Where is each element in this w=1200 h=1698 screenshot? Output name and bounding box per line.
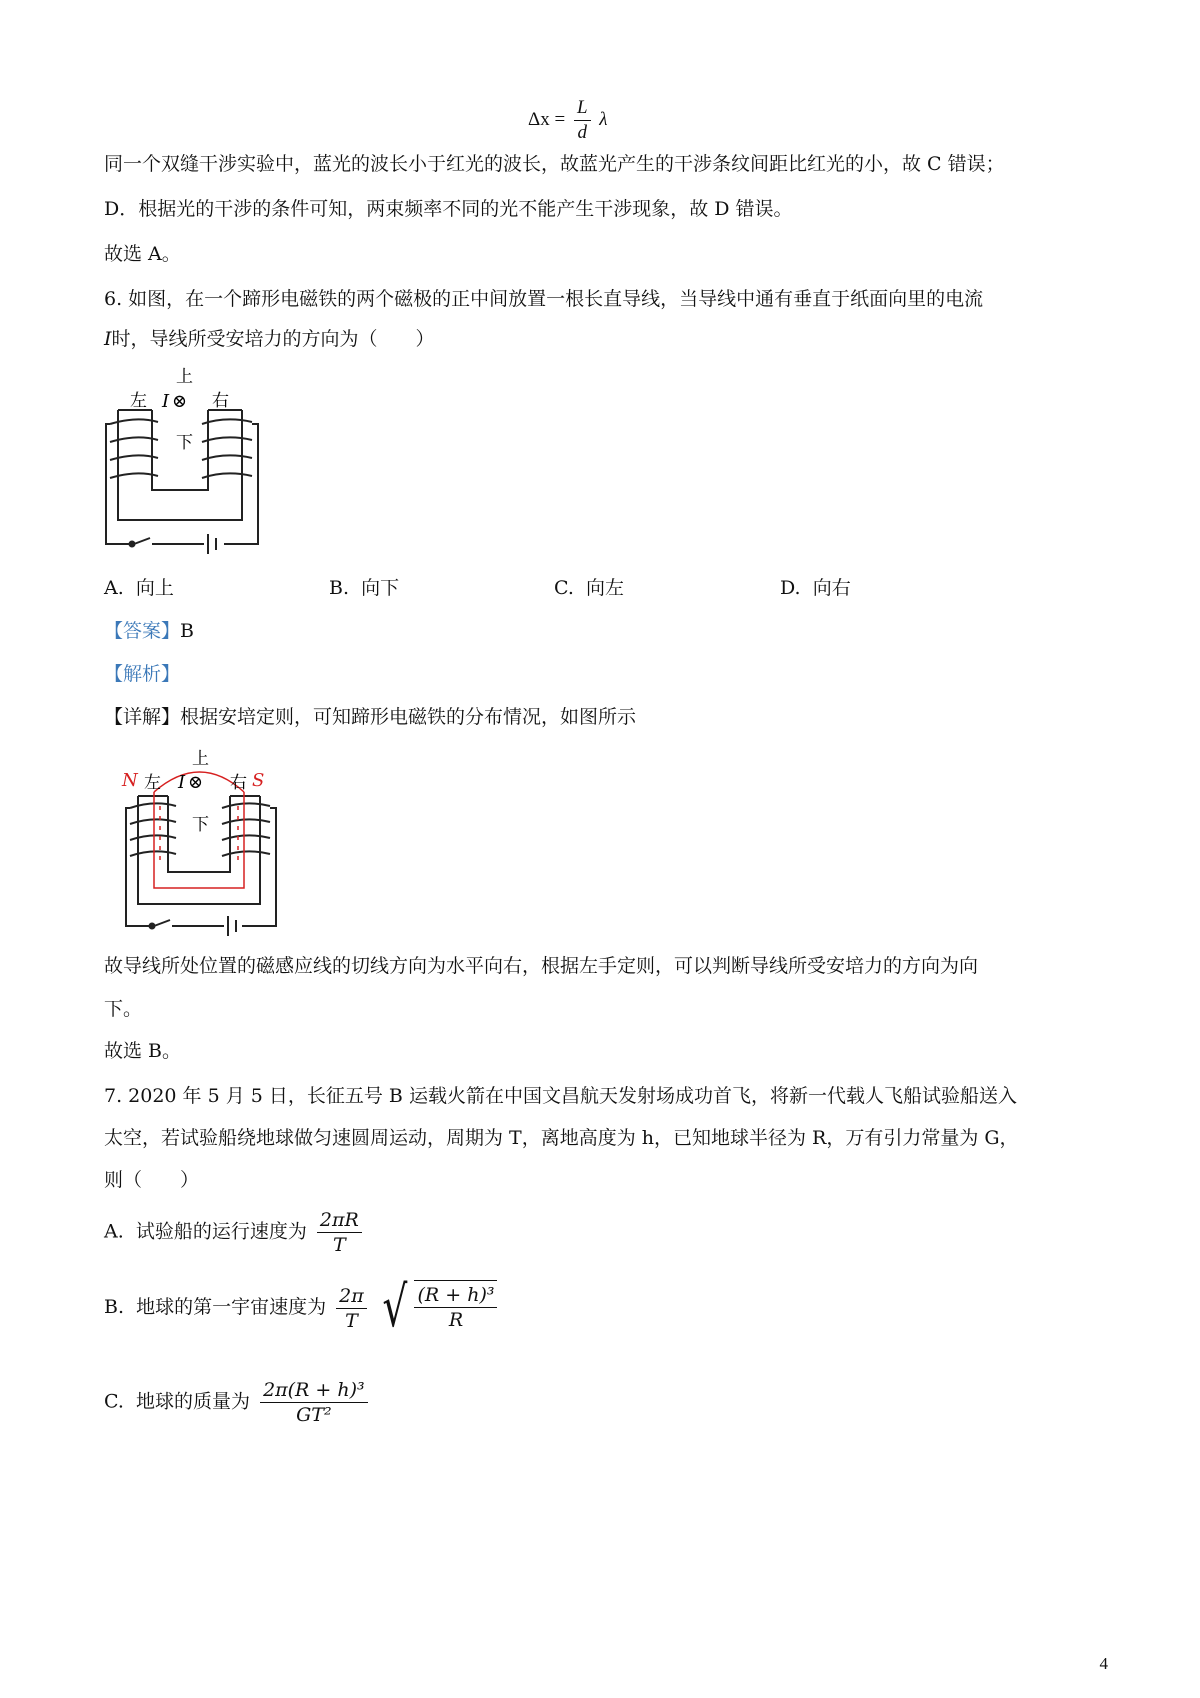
option-a xyxy=(104,574,174,602)
label-up: 上 xyxy=(176,367,193,387)
question-7-stem-line2: 太空，若试验船绕地球做匀速圆周运动，周期为 T，离地高度为 h，已知地球半径为 R，万有引力常量为 G， xyxy=(104,1127,1019,1149)
fraction-numerator: 2π(R + h)³ xyxy=(260,1378,368,1403)
radical-icon: √ xyxy=(382,1275,408,1340)
option-key: B. xyxy=(104,1296,125,1318)
question-6-stem-line1: 6. 如图，在一个蹄形电磁铁的两个磁极的正中间放置一根长直导线，当导线中通有垂直于纸面向里的电流 xyxy=(104,288,984,310)
label-right: 右 xyxy=(230,773,247,793)
formula-denominator: d xyxy=(577,122,587,143)
conclusion-line2: 下。 xyxy=(104,998,143,1020)
option-c-fraction xyxy=(260,1378,368,1427)
q7-option-c xyxy=(104,1378,372,1427)
current-variable: I xyxy=(104,328,112,350)
magnetic-field-figure xyxy=(120,746,280,946)
label-up: 上 xyxy=(192,749,209,769)
option-key: A. xyxy=(104,577,124,599)
fraction-denominator: R xyxy=(448,1309,464,1331)
formula-fringe-spacing xyxy=(528,96,608,145)
label-left: 左 xyxy=(144,773,161,793)
option-text: 地球的质量为 xyxy=(136,1390,251,1413)
detail-text: 根据安培定则，可知蹄形电磁铁的分布情况，如图所示 xyxy=(180,706,637,728)
q7-option-b xyxy=(104,1275,501,1340)
fraction-denominator: GT² xyxy=(296,1404,332,1426)
option-b xyxy=(329,574,399,602)
choose-line: 故选 B。 xyxy=(104,1040,182,1062)
option-c xyxy=(554,574,624,602)
current-into-page-icon: ⊗ xyxy=(188,772,204,793)
text-line: 同一个双缝干涉实验中，蓝光的波长小于红光的波长，故蓝光产生的干涉条纹间距比红光的小，故 C 错误； xyxy=(104,153,1005,175)
detail-label: 【详解】 xyxy=(104,706,181,728)
option-key: C. xyxy=(554,577,574,599)
label-north: N xyxy=(122,770,138,791)
question-7-stem-line1: 7. 2020 年 5 月 5 日，长征五号 B 运载火箭在中国文昌航天发射场成功首飞，将新一代载人飞船试验船送入 xyxy=(104,1085,1017,1107)
question-7-stem-line3: 则（ ） xyxy=(104,1169,200,1191)
formula-tail: λ xyxy=(599,108,608,130)
answer-value: B xyxy=(180,620,194,642)
option-key: A. xyxy=(104,1220,124,1243)
option-text: 试验船的运行速度为 xyxy=(135,1220,307,1243)
electromagnet-figure xyxy=(96,362,276,562)
option-key: B. xyxy=(329,577,350,599)
option-text: 向右 xyxy=(812,577,851,599)
option-d xyxy=(780,574,851,602)
stem-text: 时，导线所受安培力的方向为（ ） xyxy=(111,328,435,350)
option-text: 向下 xyxy=(361,577,400,599)
option-b-fraction xyxy=(336,1284,367,1333)
fraction-numerator: 2πR xyxy=(317,1208,362,1233)
fraction-denominator: T xyxy=(333,1234,346,1256)
radicand-fraction xyxy=(414,1280,497,1336)
answer-line xyxy=(104,617,194,645)
formula-fraction xyxy=(574,96,591,145)
label-current: I xyxy=(178,772,186,793)
current-into-page-icon: ⊗ xyxy=(172,391,188,412)
square-root xyxy=(377,1275,502,1340)
detail-line xyxy=(104,703,636,731)
formula-numerator: L xyxy=(574,96,591,121)
analysis-label: 【解析】 xyxy=(104,663,181,685)
question-6-stem-line2 xyxy=(104,325,435,353)
fraction-numerator: 2π xyxy=(336,1284,367,1309)
label-down: 下 xyxy=(192,815,209,835)
page-number: 4 xyxy=(1099,1654,1108,1673)
label-current: I xyxy=(162,391,170,412)
q7-option-a xyxy=(104,1208,366,1257)
option-text: 向左 xyxy=(586,577,625,599)
text-line: 故选 A。 xyxy=(104,243,181,265)
option-text: 地球的第一宇宙速度为 xyxy=(136,1296,327,1318)
option-text: 向上 xyxy=(135,577,174,599)
option-key: C. xyxy=(104,1390,124,1413)
label-south: S xyxy=(252,770,265,791)
label-down: 下 xyxy=(176,433,193,453)
fraction-denominator: T xyxy=(345,1309,358,1332)
option-a-fraction xyxy=(317,1208,362,1257)
fraction-numerator: (R + h)³ xyxy=(414,1283,497,1308)
conclusion-line1: 故导线所处位置的磁感应线的切线方向为水平向右，根据左手定则，可以判断导线所受安培力的方向为向 xyxy=(104,955,979,977)
answer-label: 【答案】 xyxy=(104,620,181,642)
option-key: D. xyxy=(780,577,801,599)
label-right: 右 xyxy=(212,391,229,411)
label-left: 左 xyxy=(130,391,147,411)
analysis-line xyxy=(104,660,180,688)
text-line: D．根据光的干涉的条件可知，两束频率不同的光不能产生干涉现象，故 D 错误。 xyxy=(104,198,793,220)
formula-lhs: Δx = xyxy=(528,108,566,130)
